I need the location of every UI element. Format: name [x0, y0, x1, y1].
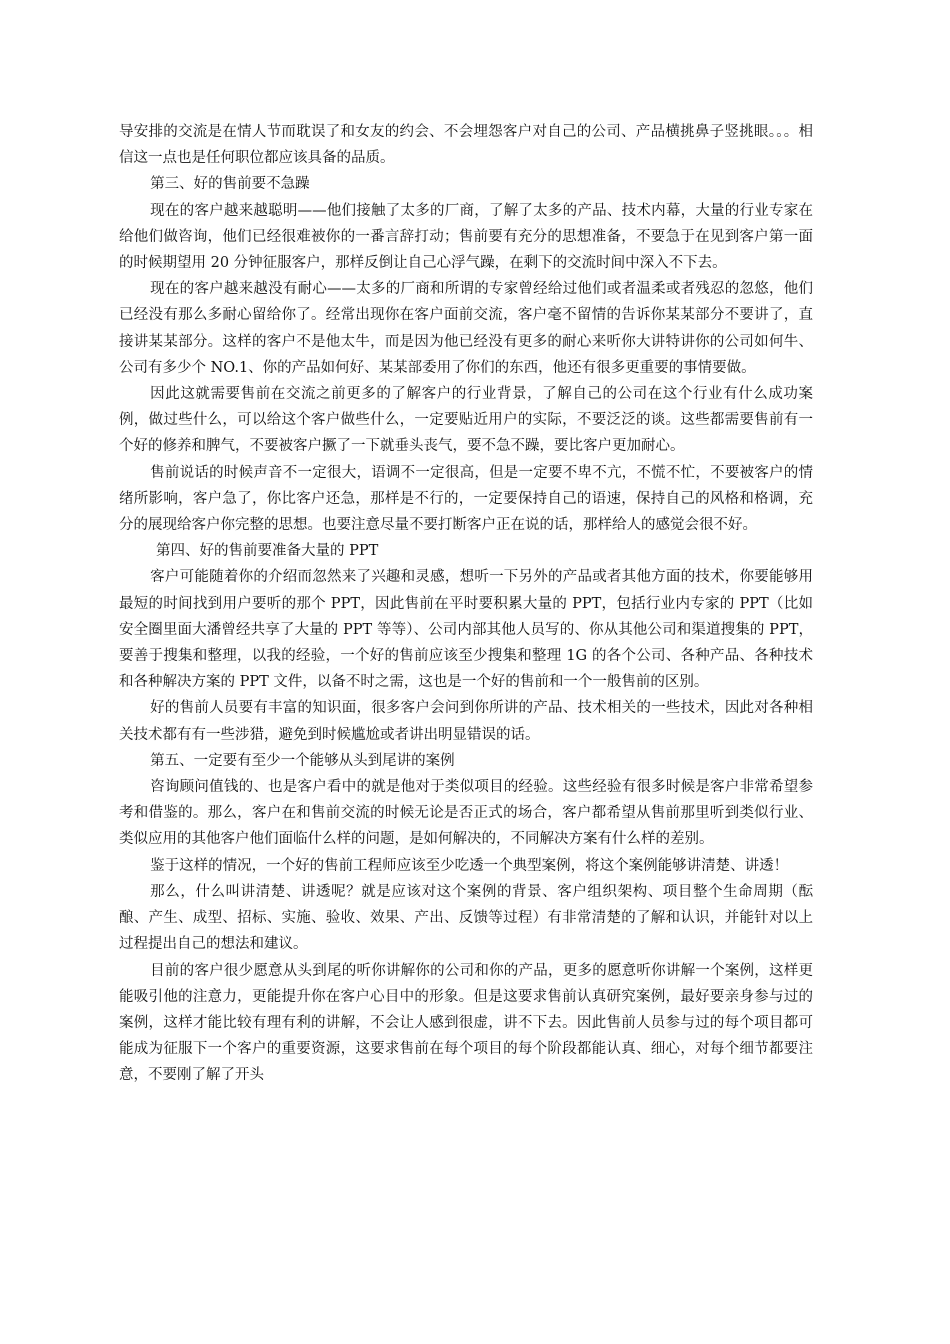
paragraph: 客户可能随着你的介绍而忽然来了兴趣和灵感，想听一下另外的产品或者其他方面的技术，你要能够用最短的时间找到用户要听的那个 PPT，因此售前在平时要积累大量的 PPT，包括行业内专家的 PPT（比如安全圈里面大潘曾经共享了大量的 PPT 等等）、公司内部其他人员写的、你从其他公司和渠道搜集的 PPT，要善于搜集和整理，以我的经验，一个好的售前应该至少搜集和整理 1G 的各个公司、各种产品、各种技术和各种解决方案的 PPT 文件，以备不时之需，这也是一个好的售前和一个一般售前的区别。	[119, 569, 813, 691]
paragraph: 售前说话的时候声音不一定很大，语调不一定很高，但是一定要不卑不亢，不慌不忙，不要被客户的情绪所影响，客户急了，你比客户还急，那样是不行的，一定要保持自己的语速，保持自己的风格和格调，充分的展现给客户你完整的思想。也要注意尽量不要打断客户正在说的话，那样给人的感觉会很不好。	[119, 464, 813, 534]
paragraph: 目前的客户很少愿意从头到尾的听你讲解你的公司和你的产品，更多的愿意听你讲解一个案例，这样更能吸引他的注意力，更能提升你在客户心目中的形象。但是这要求售前认真研究案例，最好要亲身参与过的案例，这样才能比较有理有利的讲解，不会让人感到很虚，讲不下去。因此售前人员参与过的每个项目都可能成为征服下一个客户的重要资源，这要求售前在每个项目的每个阶段都能认真、细心，对每个细节都要注意，不要刚了解了开头	[119, 962, 813, 1084]
section-heading-4: 第四、好的售前要准备大量的 PPT	[155, 543, 379, 560]
section-heading-3: 第三、好的售前要不急躁	[150, 176, 310, 193]
paragraph-continuation: 导安排的交流是在情人节而耽误了和女友的约会、不会埋怨客户对自己的公司、产品横挑鼻子竖挑眼。。。相信这一点也是任何职位都应该具备的品质。	[119, 124, 813, 167]
paragraph: 现在的客户越来越没有耐心——太多的厂商和所谓的专家曾经给过他们或者温柔或者残忍的忽悠，他们已经没有那么多耐心留给你了。经常出现你在客户面前交流，客户毫不留情的告诉你某某部分不要讲了，直接讲某某部分。这样的客户不是他太牛，而是因为他已经没有更多的耐心来听你大讲特讲你的公司如何牛、公司有多少个 NO.1、你的产品如何好、某某部委用了你们的东西，他还有很多更重要的事情要做。	[119, 281, 813, 376]
paragraph: 鉴于这样的情况，一个好的售前工程师应该至少吃透一个典型案例，将这个案例能够讲清楚、讲透！	[150, 857, 789, 874]
document-page	[119, 119, 813, 1089]
paragraph: 那么，什么叫讲清楚、讲透呢？就是应该对这个案例的背景、客户组织架构、项目整个生命周期（酝酿、产生、成型、招标、实施、验收、效果、产出、反馈等过程）有非常清楚的了解和认识，并能针对以上过程提出自己的想法和建议。	[119, 883, 813, 953]
paragraph: 好的售前人员要有丰富的知识面，很多客户会问到你所讲的产品、技术相关的一些技术，因此对各种相关技术都有有一些涉猎，避免到时候尴尬或者讲出明显错误的话。	[119, 700, 813, 743]
paragraph: 现在的客户越来越聪明——他们接触了太多的厂商，了解了太多的产品、技术内幕，大量的行业专家在给他们做咨询，他们已经很难被你的一番言辞打动；售前要有充分的思想准备，不要急于在见到客户第一面的时候期望用 20 分钟征服客户，那样反倒让自己心浮气躁，在剩下的交流时间中深入不下去。	[119, 202, 813, 272]
paragraph: 咨询顾问值钱的、也是客户看中的就是他对于类似项目的经验。这些经验有很多时候是客户非常希望参考和借鉴的。那么，客户在和售前交流的时候无论是否正式的场合，客户都希望从售前那里听到类似行业、类似应用的其他客户他们面临什么样的问题，是如何解决的，不同解决方案有什么样的差别。	[119, 779, 813, 848]
paragraph: 因此这就需要售前在交流之前更多的了解客户的行业背景，了解自己的公司在这个行业有什么成功案例，做过些什么，可以给这个客户做些什么，一定要贴近用户的实际，不要泛泛的谈。这些都需要售前有一个好的修养和脾气，不要被客户撅了一下就垂头丧气，要不急不躁，要比客户更加耐心。	[119, 386, 813, 455]
section-heading-5: 第五、一定要有至少一个能够从头到尾讲的案例	[150, 752, 455, 769]
